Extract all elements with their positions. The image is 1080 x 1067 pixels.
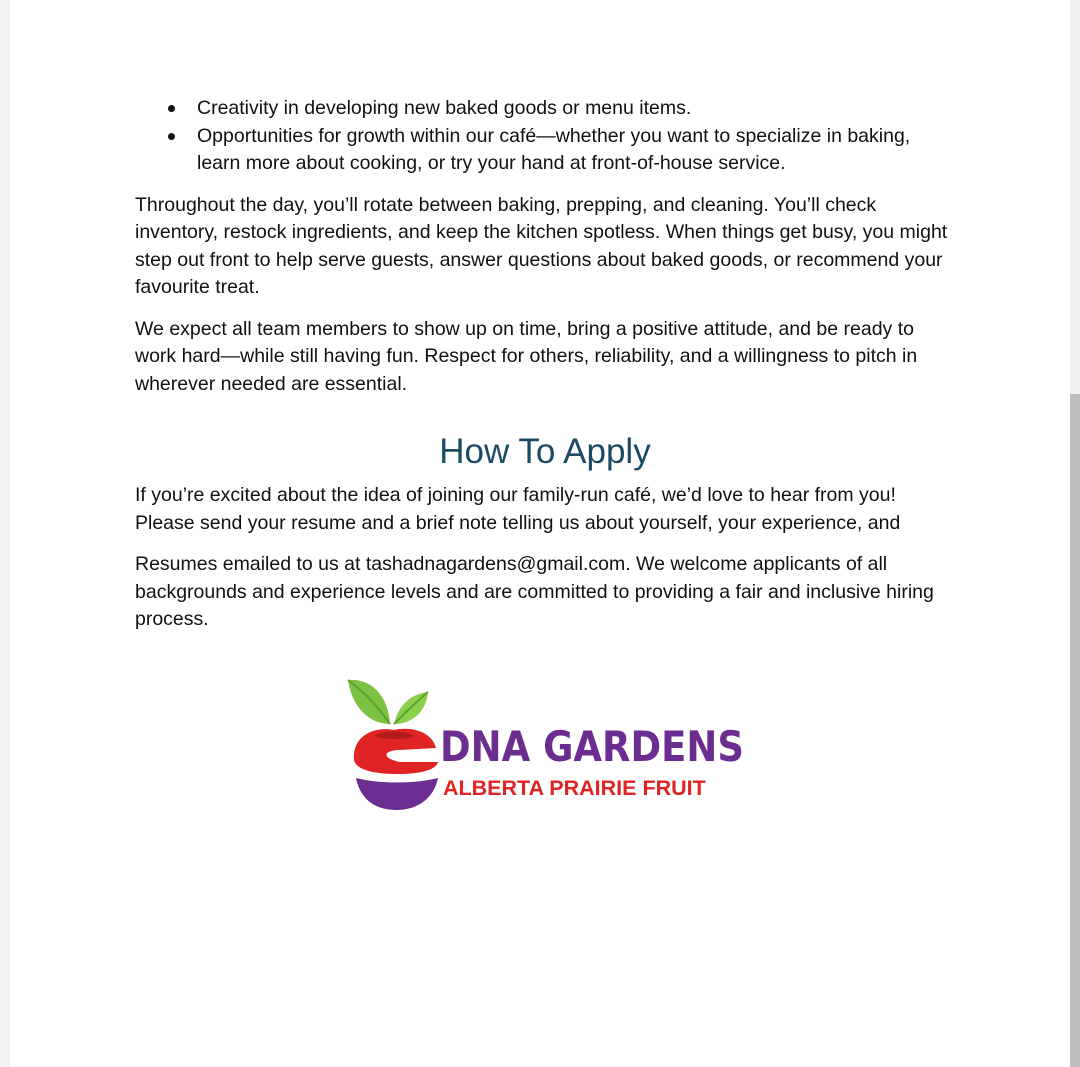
scrollbar-thumb[interactable] xyxy=(1070,394,1080,1067)
scrollbar-track[interactable] xyxy=(1070,0,1080,1067)
left-leaf-icon xyxy=(348,680,390,724)
logo-tagline: ALBERTA PRAIRIE FRUIT xyxy=(443,776,706,800)
paragraph-daily-routine: Throughout the day, you’ll rotate between baking, prepping, and cleaning. You’ll check inventory, restock ingredients, and keep the kitchen spotless. When things get busy, you might step out front to help serve guests, answer questions about baked goods, or recommend your favourite treat. xyxy=(135,193,948,298)
bullet-dot-icon xyxy=(168,133,175,140)
document-page xyxy=(10,0,1070,1067)
bullet-item xyxy=(197,123,955,178)
fruit-purple-icon xyxy=(356,778,438,810)
bullet-text: Creativity in developing new baked goods or menu items. xyxy=(197,97,692,119)
bullet-text: Opportunities for growth within our café—whether you want to specialize in baking, learn more about cooking, or try your hand at front-of-house service. xyxy=(197,124,911,174)
dna-gardens-logo xyxy=(340,674,760,814)
paragraph-apply-details: Resumes emailed to us at tashadnagardens@gmail.com. We welcome applicants of all backgrounds and experience levels and are committed to providing a fair and inclusive hiring process. xyxy=(135,553,934,630)
bullet-dot-icon xyxy=(168,105,175,112)
section-heading: How To Apply xyxy=(439,432,651,471)
paragraph-expectations: We expect all team members to show up on time, bring a positive attitude, and be ready to work hard—while still having fun. Respect for others, reliability, and a willingness to pitch in wherever needed are essential. xyxy=(135,317,918,395)
fruit-logo-icon xyxy=(340,674,450,814)
page-content xyxy=(135,95,955,634)
logo-name: DNA GARDENS xyxy=(440,722,744,771)
bullet-item xyxy=(197,95,955,123)
paragraph-apply-intro: If you’re excited about the idea of joining our family-run café, we’d love to hear from you! Please send your resume and a brief note telling us about yourself, your experience, and xyxy=(135,484,901,534)
bullet-list xyxy=(135,95,955,178)
